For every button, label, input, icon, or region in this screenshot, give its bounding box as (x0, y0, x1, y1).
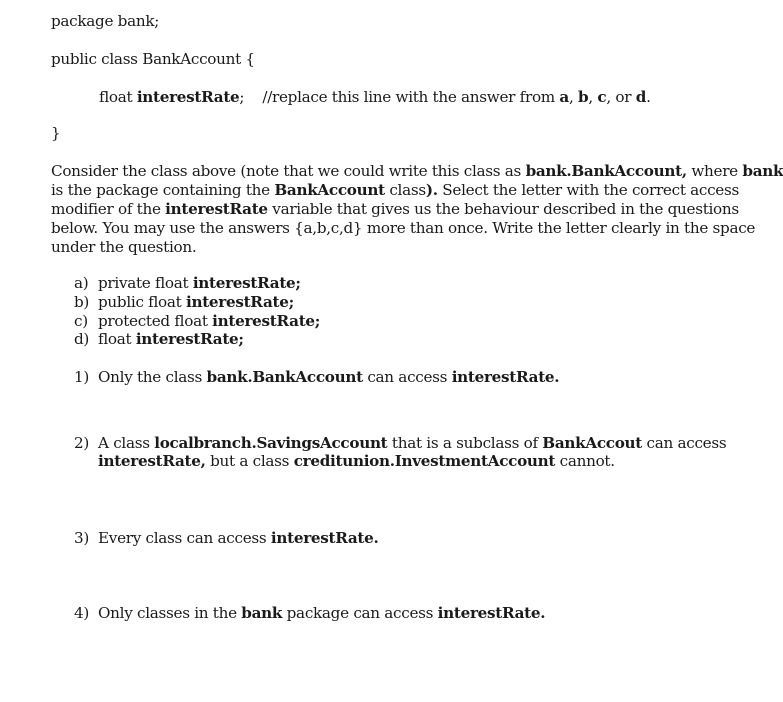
question-bold: creditunion.InvestmentAccount (293, 452, 556, 470)
question-bold: interestRate, (98, 452, 206, 470)
question-bold: interestRate. (437, 604, 546, 622)
intro-text: variable that gives us the behaviour described in the questions (267, 200, 739, 218)
question-bold: interestRate. (451, 368, 560, 386)
question-2-line-1 (74, 434, 726, 453)
intro-line-1 (51, 162, 783, 181)
question-3 (74, 529, 379, 548)
intro-text: Consider the class above (note that we could write this class as (51, 162, 526, 180)
question-marker: 3) (74, 529, 89, 547)
question-marker: 1) (74, 368, 89, 386)
question-bold: BankAccout (542, 434, 643, 452)
intro-text: class (384, 181, 426, 199)
question-text: package can access (282, 604, 438, 622)
class-declaration (51, 50, 255, 69)
option-bold: interestRate; (192, 274, 301, 292)
comment-or: , or (606, 88, 636, 106)
intro-bold: interestRate (165, 200, 268, 218)
option-bold: interestRate; (212, 312, 321, 330)
question-text: A class (98, 434, 155, 452)
intro-text: is the package containing the (51, 181, 275, 199)
intro-paragraph (51, 162, 783, 257)
comment-opt-c: c (597, 88, 607, 106)
question-text: that is a subclass of (387, 434, 543, 452)
intro-text: Select the letter with the correct access (437, 181, 739, 199)
option-d (74, 330, 244, 349)
question-text: cannot. (555, 452, 615, 470)
question-text: can access (362, 368, 452, 386)
question-bold: bank (241, 604, 283, 622)
option-marker: c) (74, 312, 88, 330)
intro-text: modifier of the (51, 200, 166, 218)
intro-text: below. You may use the answers {a,b,c,d} more than once. Write the letter clearly in the space (51, 219, 756, 237)
intro-line-2 (51, 181, 751, 200)
comment-opt-d: d (635, 88, 647, 106)
option-text: private float (98, 274, 193, 292)
question-text: Only classes in the (98, 604, 242, 622)
option-marker: b) (74, 293, 90, 311)
option-marker: a) (74, 274, 89, 292)
option-bold: interestRate; (185, 293, 294, 311)
closing-brace-text: } (51, 124, 61, 142)
field-declaration (99, 88, 651, 107)
closing-brace (51, 124, 60, 143)
question-text: Only the class (98, 368, 207, 386)
field-type: float (99, 88, 137, 106)
question-bold: localbranch.SavingsAccount (154, 434, 388, 452)
field-name: interestRate (136, 88, 240, 106)
option-a (74, 274, 301, 293)
comment-opt-b: b (578, 88, 589, 106)
comment-opt-a: a (559, 88, 569, 106)
package-declaration (51, 12, 159, 31)
option-c (74, 312, 320, 331)
comment-sep-1: , (568, 88, 579, 106)
option-text: public float (98, 293, 186, 311)
question-text: Every class can access (98, 529, 271, 547)
intro-line-5 (51, 238, 751, 257)
option-text: float (98, 330, 136, 348)
option-text: protected float (98, 312, 213, 330)
field-comment: //replace this line with the answer from (262, 88, 560, 106)
intro-text: where (686, 162, 743, 180)
field-semicolon: ; (239, 88, 245, 106)
question-2-line-2 (98, 452, 615, 471)
question-marker: 4) (74, 604, 89, 622)
package-line-text: package bank; (51, 12, 160, 30)
question-bold: interestRate. (270, 529, 379, 547)
question-4 (74, 604, 545, 623)
comment-period: . (646, 88, 651, 106)
question-1 (74, 368, 559, 387)
intro-bold: ). (425, 181, 438, 199)
class-line-text: public class BankAccount { (51, 50, 255, 68)
question-text: but a class (205, 452, 294, 470)
option-marker: d) (74, 330, 90, 348)
intro-text: under the question. (51, 238, 197, 256)
option-b (74, 293, 294, 312)
intro-line-4 (51, 219, 756, 238)
intro-bold: BankAccount (274, 181, 385, 199)
comment-sep-2: , (588, 88, 598, 106)
question-bold: bank.BankAccount (206, 368, 363, 386)
option-bold: interestRate; (135, 330, 244, 348)
intro-bold: bank.BankAccount, (525, 162, 687, 180)
question-marker: 2) (74, 434, 89, 452)
intro-bold: bank (742, 162, 783, 180)
question-text: can access (642, 434, 727, 452)
intro-line-3 (51, 200, 751, 219)
